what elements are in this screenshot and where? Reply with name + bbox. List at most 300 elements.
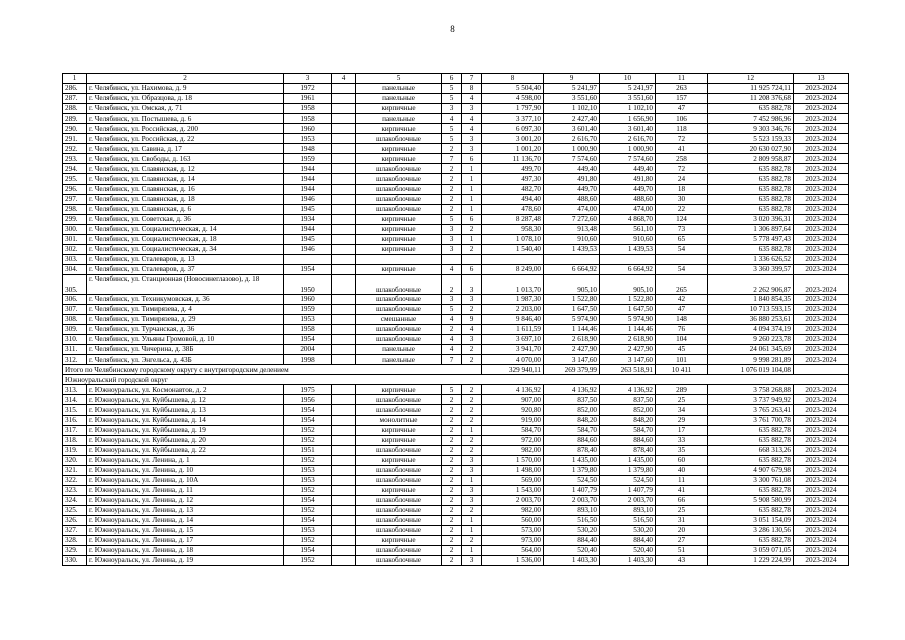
cell-col-6: 2 bbox=[442, 526, 462, 536]
cell-col-2: г. Челябинск, ул. Социалистическая, д. 34 bbox=[87, 244, 284, 254]
cell-col-10: 449,70 bbox=[600, 184, 656, 194]
cell-col-3: 1954 bbox=[284, 415, 332, 425]
cell-col-1: 328. bbox=[63, 536, 87, 546]
cell-col-12: 635 882,78 bbox=[708, 244, 794, 254]
cell-col-10: 3 147,60 bbox=[600, 355, 656, 365]
cell-col-7: 2 bbox=[462, 385, 482, 395]
table-row bbox=[63, 536, 849, 546]
cell-col-6: 3 bbox=[442, 244, 462, 254]
cell-col-11: 157 bbox=[656, 94, 708, 104]
cell-col-6: 2 bbox=[442, 425, 462, 435]
cell-col-8: 584,70 bbox=[482, 425, 544, 435]
cell-col-10: 2 616,70 bbox=[600, 134, 656, 144]
cell-col-1: 291. bbox=[63, 134, 87, 144]
cell-col-13: 2023-2024 bbox=[794, 485, 849, 495]
cell-col-13: 2023-2024 bbox=[794, 194, 849, 204]
table-row bbox=[63, 556, 849, 566]
table-row bbox=[63, 485, 849, 495]
table-row bbox=[63, 495, 849, 505]
cell-header-col-8: 8 bbox=[482, 74, 544, 84]
cell-col-7: 2 bbox=[462, 435, 482, 445]
cell-col-3: 1954 bbox=[284, 335, 332, 345]
cell-col-3: 1958 bbox=[284, 325, 332, 335]
cell-total-col-10: 263 518,91 bbox=[600, 365, 656, 375]
cell-col-8: 3 697,10 bbox=[482, 335, 544, 345]
cell-col-1: 318. bbox=[63, 435, 87, 445]
cell-col-2: г. Челябинск, ул. Турчанская, д. 36 bbox=[87, 325, 284, 335]
cell-col-4 bbox=[332, 124, 356, 134]
table-row bbox=[63, 224, 849, 234]
cell-col-6: 2 bbox=[442, 465, 462, 475]
table-row bbox=[63, 355, 849, 365]
cell-col-13: 2023-2024 bbox=[794, 244, 849, 254]
cell-col-5: шлакоблочные bbox=[356, 335, 442, 345]
cell-col-2: г. Челябинск, ул. Техникумовская, д. 36 bbox=[87, 294, 284, 304]
cell-col-7: 6 bbox=[462, 214, 482, 224]
cell-col-13: 2023-2024 bbox=[794, 415, 849, 425]
cell-col-13: 2023-2024 bbox=[794, 114, 849, 124]
cell-col-3: 1952 bbox=[284, 455, 332, 465]
cell-col-4 bbox=[332, 325, 356, 335]
cell-col-8: 1 570,00 bbox=[482, 455, 544, 465]
cell-col-3: 1944 bbox=[284, 174, 332, 184]
cell-col-7: 3 bbox=[462, 556, 482, 566]
cell-col-10: 449,40 bbox=[600, 164, 656, 174]
cell-col-8: 1 498,00 bbox=[482, 465, 544, 475]
cell-col-12: 36 880 253,61 bbox=[708, 315, 794, 325]
cell-header-col-10: 10 bbox=[600, 74, 656, 84]
cell-col-4 bbox=[332, 385, 356, 395]
cell-col-11: 40 bbox=[656, 465, 708, 475]
cell-col-1: 313. bbox=[63, 385, 87, 395]
cell-header-col-7: 7 bbox=[462, 74, 482, 84]
cell-col-2: г. Челябинск, ул. Социалистическая, д. 18 bbox=[87, 234, 284, 244]
cell-col-11: 265 bbox=[656, 274, 708, 294]
cell-col-11: 263 bbox=[656, 84, 708, 94]
cell-col-13: 2023-2024 bbox=[794, 174, 849, 184]
cell-section-title: Южноуральский городской округ bbox=[63, 375, 849, 385]
cell-col-4 bbox=[332, 495, 356, 505]
cell-col-10: 1 522,80 bbox=[600, 294, 656, 304]
cell-col-5: шлакоблочные bbox=[356, 515, 442, 525]
cell-col-1: 301. bbox=[63, 234, 87, 244]
cell-col-2: г. Челябинск, ул. Славянская, д. 16 bbox=[87, 184, 284, 194]
cell-col-8: 3 941,70 bbox=[482, 345, 544, 355]
cell-col-13: 2023-2024 bbox=[794, 144, 849, 154]
cell-header-col-11: 11 bbox=[656, 74, 708, 84]
cell-col-2: г. Челябинск, ул. Постышева, д. 6 bbox=[87, 114, 284, 124]
cell-col-9: 530,20 bbox=[544, 526, 600, 536]
table-row bbox=[63, 526, 849, 536]
cell-col-4 bbox=[332, 315, 356, 325]
cell-col-5: шлакоблочные bbox=[356, 294, 442, 304]
cell-col-4 bbox=[332, 214, 356, 224]
cell-col-12: 20 630 027,90 bbox=[708, 144, 794, 154]
cell-col-4 bbox=[332, 184, 356, 194]
table-row bbox=[63, 94, 849, 104]
cell-col-4 bbox=[332, 264, 356, 274]
cell-col-13: 2023-2024 bbox=[794, 224, 849, 234]
cell-col-7: 2 bbox=[462, 345, 482, 355]
cell-col-3: 1952 bbox=[284, 435, 332, 445]
cell-col-7: 2 bbox=[462, 536, 482, 546]
cell-col-9: 3 601,40 bbox=[544, 124, 600, 134]
cell-col-4 bbox=[332, 304, 356, 314]
cell-col-10: 1 439,53 bbox=[600, 244, 656, 254]
cell-col-5 bbox=[356, 254, 442, 264]
cell-col-10: 852,00 bbox=[600, 405, 656, 415]
cell-col-11: 11 bbox=[656, 475, 708, 485]
cell-col-12: 11 925 724,11 bbox=[708, 84, 794, 94]
cell-col-13: 2023-2024 bbox=[794, 505, 849, 515]
cell-col-7: 3 bbox=[462, 465, 482, 475]
cell-col-7: 6 bbox=[462, 264, 482, 274]
section-row bbox=[63, 375, 849, 385]
cell-col-12: 635 882,78 bbox=[708, 184, 794, 194]
cell-col-11 bbox=[656, 254, 708, 264]
cell-col-8: 2 003,70 bbox=[482, 495, 544, 505]
cell-col-2: г. Челябинск, ул. Тимирязева, д. 4 bbox=[87, 304, 284, 314]
table-row bbox=[63, 325, 849, 335]
cell-col-10: 584,70 bbox=[600, 425, 656, 435]
cell-col-8: 9 846,40 bbox=[482, 315, 544, 325]
cell-col-5: шлакоблочные bbox=[356, 184, 442, 194]
cell-col-6: 4 bbox=[442, 315, 462, 325]
cell-col-5: кирпичные bbox=[356, 536, 442, 546]
cell-col-8: 4 598,00 bbox=[482, 94, 544, 104]
table-row bbox=[63, 294, 849, 304]
cell-col-5: монолитные bbox=[356, 415, 442, 425]
table-row bbox=[63, 254, 849, 264]
cell-col-12: 9 260 223,78 bbox=[708, 335, 794, 345]
cell-col-12: 635 882,78 bbox=[708, 485, 794, 495]
cell-header-col-1: 1 bbox=[63, 74, 87, 84]
cell-col-7: 3 bbox=[462, 335, 482, 345]
table-row bbox=[63, 164, 849, 174]
cell-col-3: 1975 bbox=[284, 385, 332, 395]
cell-col-5: шлакоблочные bbox=[356, 526, 442, 536]
cell-col-6: 2 bbox=[442, 495, 462, 505]
table-row bbox=[63, 335, 849, 345]
cell-col-8: 1 001,20 bbox=[482, 144, 544, 154]
cell-col-7: 9 bbox=[462, 315, 482, 325]
cell-col-8 bbox=[482, 254, 544, 264]
cell-col-2: г. Южноуральск, ул. Куйбышева, д. 13 bbox=[87, 405, 284, 415]
cell-col-13: 2023-2024 bbox=[794, 84, 849, 94]
cell-col-5: шлакоблочные bbox=[356, 204, 442, 214]
cell-col-6: 2 bbox=[442, 194, 462, 204]
cell-col-11: 66 bbox=[656, 495, 708, 505]
cell-col-11: 54 bbox=[656, 244, 708, 254]
table-row bbox=[63, 395, 849, 405]
cell-col-7: 1 bbox=[462, 184, 482, 194]
cell-col-5: панельные bbox=[356, 94, 442, 104]
cell-col-2: г. Челябинск, ул. Савина, д. 17 bbox=[87, 144, 284, 154]
cell-col-4 bbox=[332, 395, 356, 405]
cell-col-11: 65 bbox=[656, 234, 708, 244]
table-row bbox=[63, 425, 849, 435]
cell-col-5: шлакоблочные bbox=[356, 405, 442, 415]
cell-col-12: 9 303 346,76 bbox=[708, 124, 794, 134]
cell-col-11: 47 bbox=[656, 304, 708, 314]
cell-col-6: 2 bbox=[442, 415, 462, 425]
cell-col-12: 3 761 700,78 bbox=[708, 415, 794, 425]
cell-col-3: 1959 bbox=[284, 154, 332, 164]
cell-col-8: 982,00 bbox=[482, 445, 544, 455]
cell-col-7: 2 bbox=[462, 355, 482, 365]
header-row bbox=[63, 74, 849, 84]
cell-col-8: 1 536,00 bbox=[482, 556, 544, 566]
cell-col-1: 323. bbox=[63, 485, 87, 495]
cell-col-1: 299. bbox=[63, 214, 87, 224]
cell-col-7: 4 bbox=[462, 124, 482, 134]
cell-col-3: 1954 bbox=[284, 405, 332, 415]
cell-col-1: 286. bbox=[63, 84, 87, 94]
table-row bbox=[63, 385, 849, 395]
cell-col-7: 1 bbox=[462, 526, 482, 536]
cell-col-13: 2023-2024 bbox=[794, 455, 849, 465]
cell-col-1: 311. bbox=[63, 345, 87, 355]
cell-col-3: 1944 bbox=[284, 224, 332, 234]
cell-col-2: г. Челябинск, ул. Славянская, д. 14 bbox=[87, 174, 284, 184]
cell-col-3: 1944 bbox=[284, 164, 332, 174]
cell-col-5: панельные bbox=[356, 355, 442, 365]
cell-header-col-13: 13 bbox=[794, 74, 849, 84]
cell-col-3: 1946 bbox=[284, 194, 332, 204]
cell-col-12: 11 208 376,68 bbox=[708, 94, 794, 104]
cell-col-10: 7 574,60 bbox=[600, 154, 656, 164]
cell-col-11: 24 bbox=[656, 174, 708, 184]
cell-col-4 bbox=[332, 435, 356, 445]
cell-col-11: 72 bbox=[656, 134, 708, 144]
cell-col-2: г. Южноуральск, ул. Ленина, д. 10 bbox=[87, 465, 284, 475]
cell-col-4 bbox=[332, 84, 356, 94]
cell-col-11: 73 bbox=[656, 224, 708, 234]
table-row bbox=[63, 475, 849, 485]
cell-col-2: г. Челябинск, ул. Тимирязева, д. 29 bbox=[87, 315, 284, 325]
table-row bbox=[63, 204, 849, 214]
cell-col-2: г. Челябинск, ул. Славянская, д. 12 bbox=[87, 164, 284, 174]
cell-col-13: 2023-2024 bbox=[794, 556, 849, 566]
cell-col-3: 1958 bbox=[284, 104, 332, 114]
cell-col-2: г. Челябинск, ул. Сталеваров, д. 37 bbox=[87, 264, 284, 274]
cell-col-7: 8 bbox=[462, 84, 482, 94]
cell-col-12: 635 882,78 bbox=[708, 194, 794, 204]
cell-col-10: 3 551,60 bbox=[600, 94, 656, 104]
cell-col-3: 1952 bbox=[284, 485, 332, 495]
cell-col-6: 4 bbox=[442, 345, 462, 355]
cell-col-12: 668 313,26 bbox=[708, 445, 794, 455]
cell-col-13: 2023-2024 bbox=[794, 254, 849, 264]
cell-col-9: 6 664,92 bbox=[544, 264, 600, 274]
cell-col-4 bbox=[332, 546, 356, 556]
cell-col-6: 2 bbox=[442, 325, 462, 335]
cell-col-6: 2 bbox=[442, 536, 462, 546]
cell-col-11: 17 bbox=[656, 425, 708, 435]
table-row bbox=[63, 244, 849, 254]
cell-col-7: 1 bbox=[462, 475, 482, 485]
cell-col-8: 1 013,70 bbox=[482, 274, 544, 294]
cell-col-13: 2023-2024 bbox=[794, 536, 849, 546]
cell-header-col-9: 9 bbox=[544, 74, 600, 84]
cell-col-8: 569,00 bbox=[482, 475, 544, 485]
cell-col-3: 1953 bbox=[284, 315, 332, 325]
cell-col-1: 316. bbox=[63, 415, 87, 425]
cell-col-6: 2 bbox=[442, 144, 462, 154]
cell-col-12: 635 882,78 bbox=[708, 204, 794, 214]
cell-col-9: 1 144,46 bbox=[544, 325, 600, 335]
table-row bbox=[63, 465, 849, 475]
cell-col-8: 497,30 bbox=[482, 174, 544, 184]
cell-header-col-12: 12 bbox=[708, 74, 794, 84]
cell-col-1: 297. bbox=[63, 194, 87, 204]
cell-col-1: 329. bbox=[63, 546, 87, 556]
cell-col-7: 4 bbox=[462, 94, 482, 104]
cell-col-3: 1961 bbox=[284, 94, 332, 104]
cell-col-5: кирпичные bbox=[356, 214, 442, 224]
cell-col-2: г. Челябинск, ул. Славянская, д. 18 bbox=[87, 194, 284, 204]
table-row bbox=[63, 184, 849, 194]
cell-header-col-3: 3 bbox=[284, 74, 332, 84]
cell-col-12: 635 882,78 bbox=[708, 174, 794, 184]
cell-header-col-2: 2 bbox=[87, 74, 284, 84]
cell-col-5: шлакоблочные bbox=[356, 445, 442, 455]
cell-col-5: кирпичные bbox=[356, 234, 442, 244]
cell-col-3: 2004 bbox=[284, 345, 332, 355]
cell-header-col-4: 4 bbox=[332, 74, 356, 84]
cell-col-12: 3 286 130,56 bbox=[708, 526, 794, 536]
cell-col-3: 1952 bbox=[284, 425, 332, 435]
cell-col-10: 4 868,70 bbox=[600, 214, 656, 224]
cell-col-10: 1 379,80 bbox=[600, 465, 656, 475]
cell-col-3: 1953 bbox=[284, 475, 332, 485]
cell-col-11: 27 bbox=[656, 536, 708, 546]
cell-col-7: 1 bbox=[462, 234, 482, 244]
cell-col-3: 1946 bbox=[284, 244, 332, 254]
page-number: 8 bbox=[450, 24, 455, 34]
cell-col-10: 1 647,50 bbox=[600, 304, 656, 314]
cell-col-3: 1954 bbox=[284, 515, 332, 525]
cell-col-2: г. Челябинск, ул. Ульяны Громовой, д. 10 bbox=[87, 335, 284, 345]
cell-col-9: 878,40 bbox=[544, 445, 600, 455]
cell-col-6: 2 bbox=[442, 405, 462, 415]
cell-col-10: 1 403,30 bbox=[600, 556, 656, 566]
cell-col-5: шлакоблочные bbox=[356, 164, 442, 174]
cell-col-6: 2 bbox=[442, 455, 462, 465]
cell-col-6: 2 bbox=[442, 556, 462, 566]
cell-col-2: г. Южноуральск, ул. Ленина, д. 10А bbox=[87, 475, 284, 485]
cell-col-11: 118 bbox=[656, 124, 708, 134]
cell-col-9: 1 102,10 bbox=[544, 104, 600, 114]
cell-col-10: 474,00 bbox=[600, 204, 656, 214]
cell-col-4 bbox=[332, 254, 356, 264]
cell-col-11: 20 bbox=[656, 526, 708, 536]
cell-col-11: 101 bbox=[656, 355, 708, 365]
cell-col-12: 3 020 396,31 bbox=[708, 214, 794, 224]
cell-col-7: 1 bbox=[462, 425, 482, 435]
cell-col-11: 22 bbox=[656, 204, 708, 214]
cell-col-7: 3 bbox=[462, 455, 482, 465]
cell-col-3: 1960 bbox=[284, 294, 332, 304]
cell-col-10: 530,20 bbox=[600, 526, 656, 536]
cell-col-9: 1 647,50 bbox=[544, 304, 600, 314]
cell-col-8: 499,70 bbox=[482, 164, 544, 174]
cell-col-10: 1 656,90 bbox=[600, 114, 656, 124]
cell-col-4 bbox=[332, 114, 356, 124]
cell-col-6: 2 bbox=[442, 546, 462, 556]
cell-col-9: 884,40 bbox=[544, 536, 600, 546]
table-row bbox=[63, 415, 849, 425]
cell-col-7: 1 bbox=[462, 164, 482, 174]
cell-total-col-9: 269 379,99 bbox=[544, 365, 600, 375]
cell-col-4 bbox=[332, 274, 356, 294]
cell-col-8: 6 097,30 bbox=[482, 124, 544, 134]
cell-col-12: 10 713 593,15 bbox=[708, 304, 794, 314]
cell-col-6: 2 bbox=[442, 435, 462, 445]
cell-col-13: 2023-2024 bbox=[794, 274, 849, 294]
cell-col-9: 848,20 bbox=[544, 415, 600, 425]
cell-col-1: 288. bbox=[63, 104, 87, 114]
cell-col-8: 1 078,10 bbox=[482, 234, 544, 244]
cell-col-10: 491,80 bbox=[600, 174, 656, 184]
cell-col-13: 2023-2024 bbox=[794, 435, 849, 445]
cell-col-10: 1 102,10 bbox=[600, 104, 656, 114]
cell-col-5: кирпичные bbox=[356, 124, 442, 134]
cell-col-6: 2 bbox=[442, 204, 462, 214]
cell-col-8: 573,00 bbox=[482, 526, 544, 536]
cell-col-9: 488,60 bbox=[544, 194, 600, 204]
cell-col-13: 2023-2024 bbox=[794, 526, 849, 536]
cell-col-13: 2023-2024 bbox=[794, 315, 849, 325]
cell-col-1: 305. bbox=[63, 274, 87, 294]
table-row bbox=[63, 104, 849, 114]
cell-col-13: 2023-2024 bbox=[794, 345, 849, 355]
cell-col-13: 2023-2024 bbox=[794, 495, 849, 505]
cell-col-1: 292. bbox=[63, 144, 87, 154]
cell-col-8: 3 001,20 bbox=[482, 134, 544, 144]
cell-col-10: 878,40 bbox=[600, 445, 656, 455]
cell-col-4 bbox=[332, 194, 356, 204]
cell-col-11: 45 bbox=[656, 345, 708, 355]
cell-col-12: 7 452 986,96 bbox=[708, 114, 794, 124]
cell-col-12: 3 765 263,41 bbox=[708, 405, 794, 415]
cell-col-13: 2023-2024 bbox=[794, 184, 849, 194]
cell-col-5: шлакоблочные bbox=[356, 194, 442, 204]
cell-col-2: г. Челябинск, ул. Омская, д. 71 bbox=[87, 104, 284, 114]
cell-col-5: шлакоблочные bbox=[356, 134, 442, 144]
cell-col-11: 47 bbox=[656, 104, 708, 114]
cell-col-8: 1 540,40 bbox=[482, 244, 544, 254]
cell-col-7: 1 bbox=[462, 515, 482, 525]
cell-col-10: 516,50 bbox=[600, 515, 656, 525]
cell-col-6: 2 bbox=[442, 174, 462, 184]
cell-col-6: 2 bbox=[442, 475, 462, 485]
cell-col-6: 5 bbox=[442, 84, 462, 94]
cell-col-9: 449,70 bbox=[544, 184, 600, 194]
cell-col-1: 320. bbox=[63, 455, 87, 465]
cell-col-9: 520,40 bbox=[544, 546, 600, 556]
cell-col-8: 982,00 bbox=[482, 505, 544, 515]
cell-col-4 bbox=[332, 335, 356, 345]
cell-col-11: 124 bbox=[656, 214, 708, 224]
table-row bbox=[63, 114, 849, 124]
cell-col-10: 1 144,46 bbox=[600, 325, 656, 335]
cell-col-1: 307. bbox=[63, 304, 87, 314]
cell-col-12: 3 737 949,92 bbox=[708, 395, 794, 405]
table-row bbox=[63, 515, 849, 525]
cell-col-1: 308. bbox=[63, 315, 87, 325]
cell-col-9: 5 974,90 bbox=[544, 315, 600, 325]
